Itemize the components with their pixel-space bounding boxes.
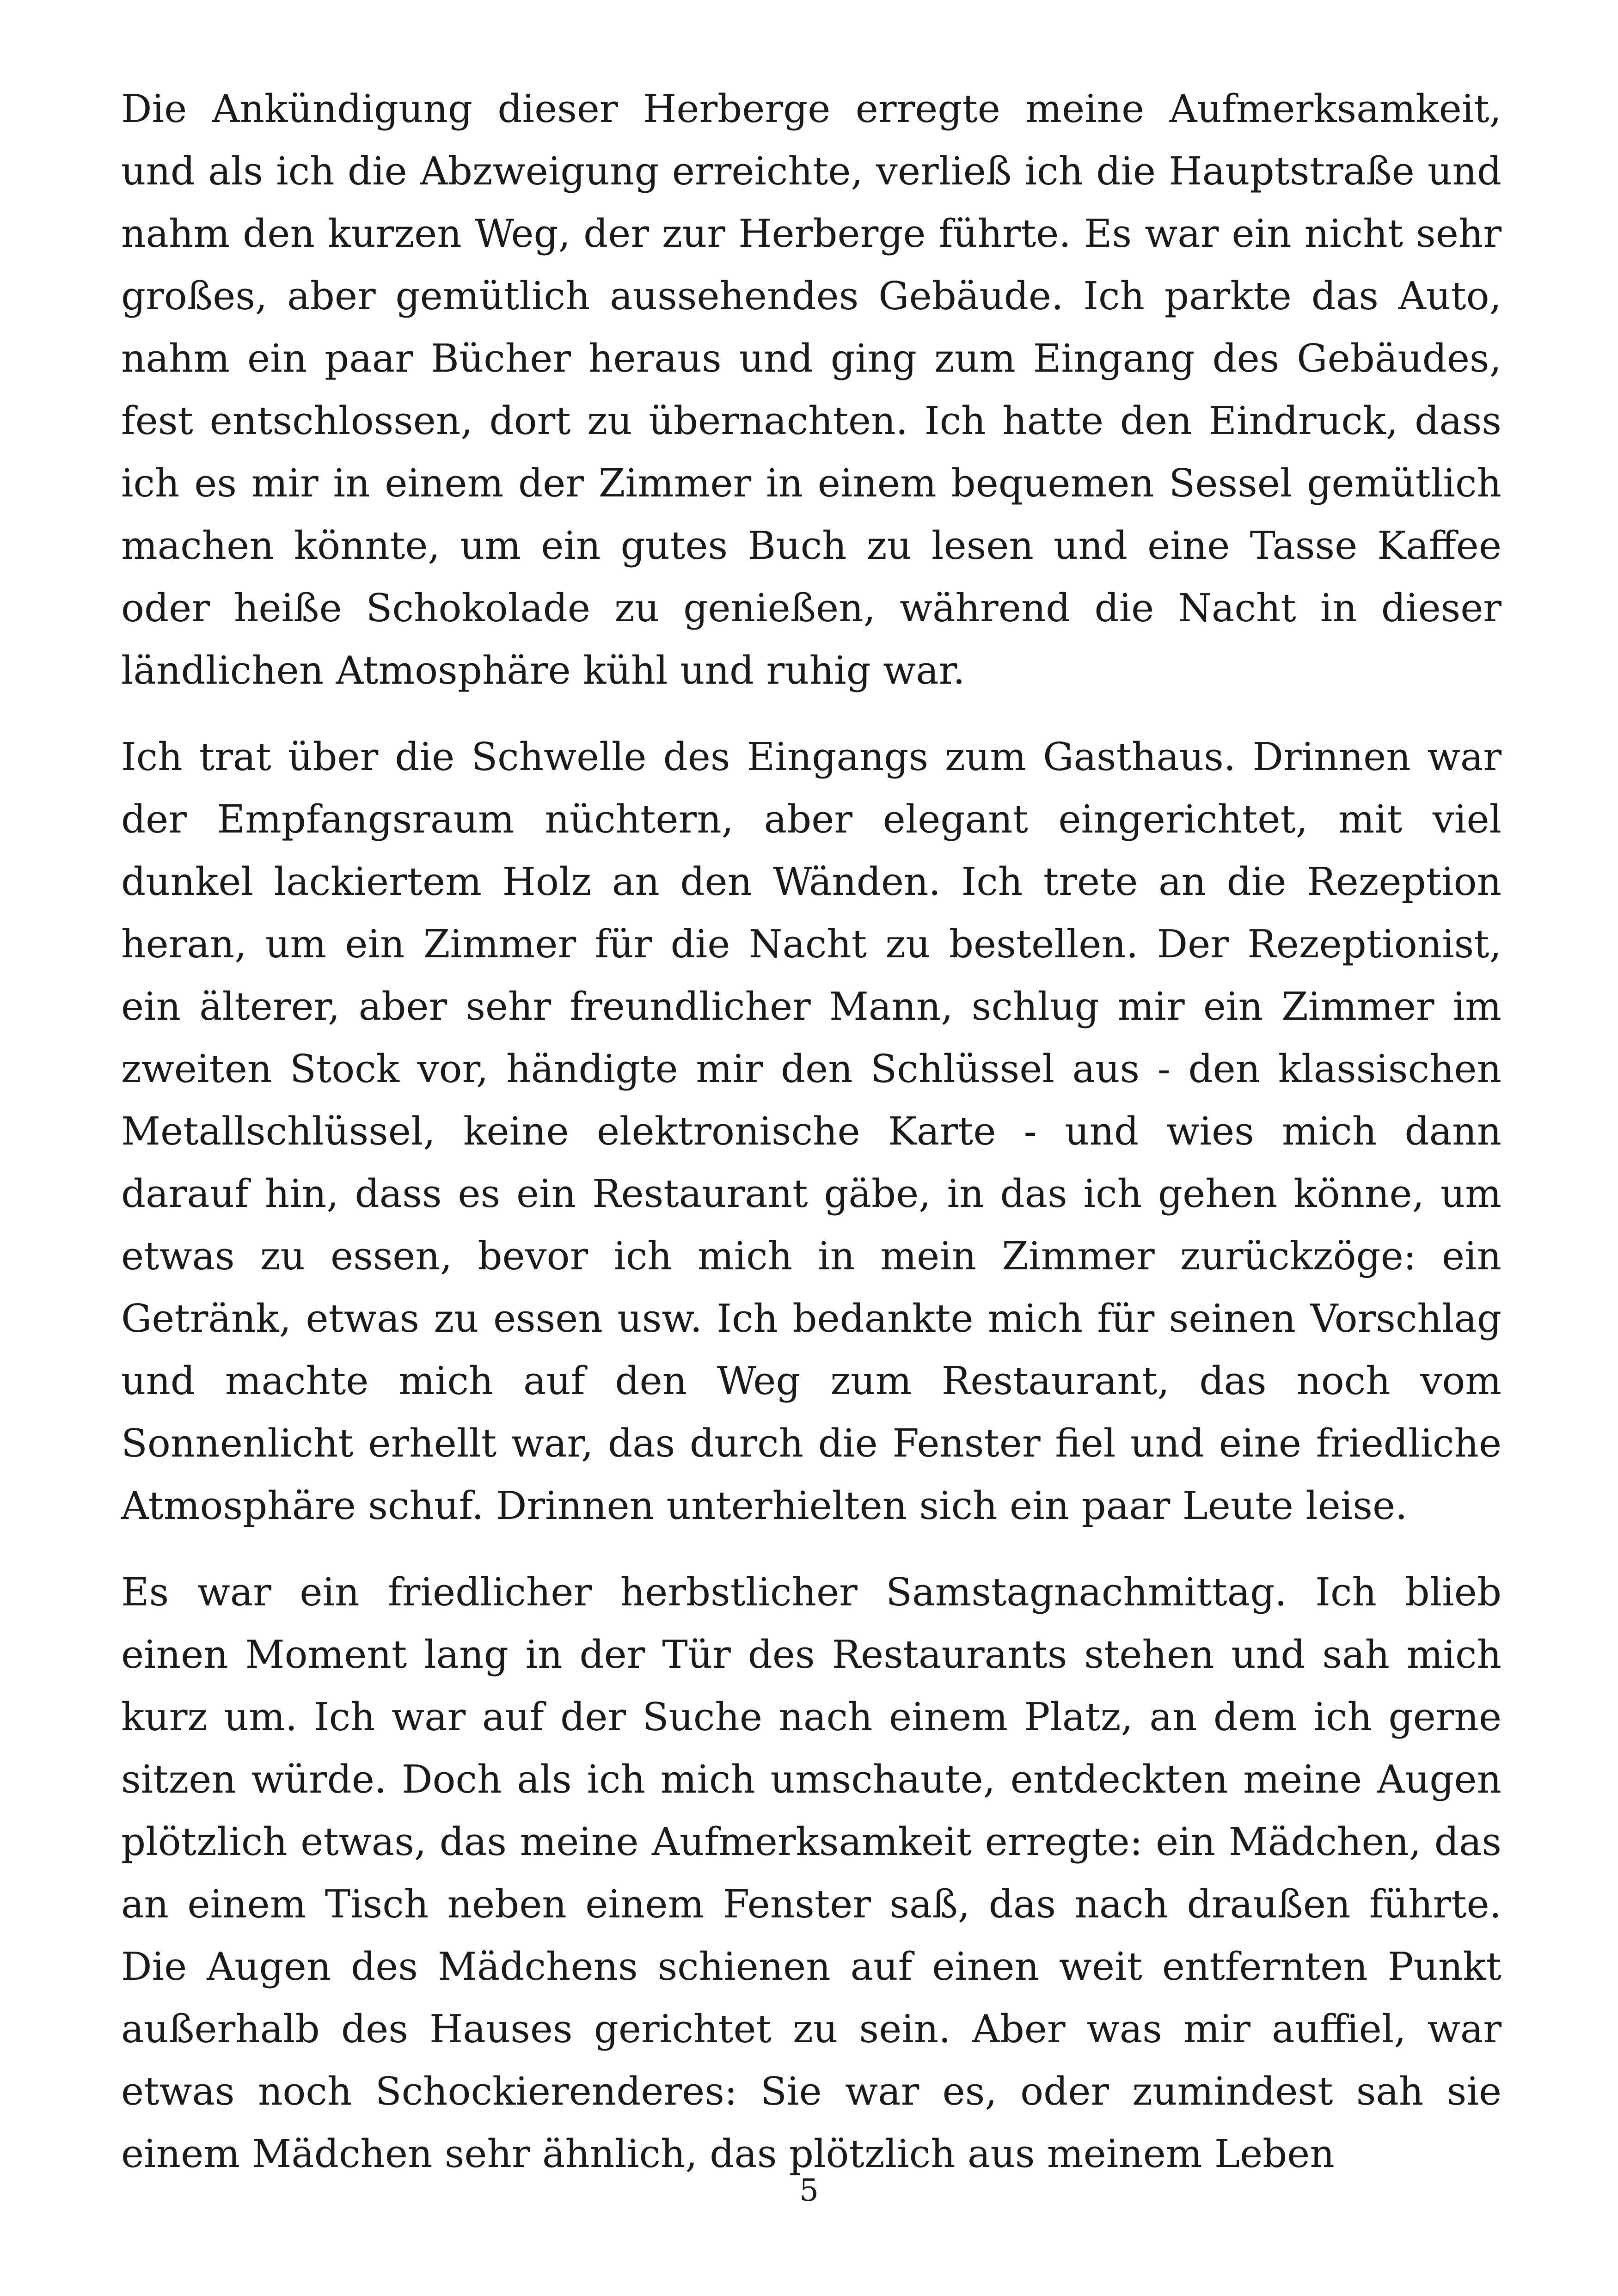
- paragraph-1: Die Ankündigung dieser Herberge erregte meine Aufmerksamkeit, und als ich die Abzweigung erreichte, verließ ich die Hauptstraße und nahm den kurzen Weg, der zur Herberge führte. Es war ein nicht sehr großes, aber gemütlich aussehendes Gebäude. Ich parkte das Auto, nahm ein paar Bücher heraus und ging zum Eingang des Gebäudes, fest entschlossen, dort zu übernachten. Ich hatte den Eindruck, dass ich es mir in einem der Zimmer in einem bequemen Sessel gemütlich machen könnte, um ein gutes Buch zu lesen und eine Tasse Kaffee oder heiße Schokolade zu genießen, während die Nacht in dieser ländlichen Atmosphäre kühl und ruhig war.: [121, 86, 1502, 693]
- body-text: [121, 78, 1502, 2185]
- paragraph-2: Ich trat über die Schwelle des Eingangs zum Gasthaus. Drinnen war der Empfangsraum nüchtern, aber elegant eingerichtet, mit viel dunkel lackiertem Holz an den Wänden. Ich trete an die Rezeption heran, um ein Zimmer für die Nacht zu bestellen. Der Rezeptionist, ein älterer, aber sehr freundlicher Mann, schlug mir ein Zimmer im zweiten Stock vor, händigte mir den Schlüssel aus - den klassischen Metallschlüssel, keine elektronische Karte - und wies mich dann darauf hin, dass es ein Restaurant gäbe, in das ich gehen könne, um etwas zu essen, bevor ich mich in mein Zimmer zurückzöge: ein Getränk, etwas zu essen usw. Ich bedankte mich für seinen Vorschlag und machte mich auf den Weg zum Restaurant, das noch vom Sonnenlicht erhellt war, das durch die Fenster fiel und eine friedliche Atmosphäre schuf. Drinnen unterhielten sich ein paar Leute leise.: [121, 735, 1502, 1528]
- page-number: 5: [799, 2173, 819, 2208]
- paragraph-3: Es war ein friedlicher herbstlicher Samstagnachmittag. Ich blieb einen Moment lang in der Tür des Restaurants stehen und sah mich kurz um. Ich war auf der Suche nach einem Platz, an dem ich gerne sitzen würde. Doch als ich mich umschaute, entdeckten meine Augen plötzlich etwas, das meine Aufmerksamkeit erregte: ein Mädchen, das an einem Tisch neben einem Fenster saß, das nach draußen führte. Die Augen des Mädchens schienen auf einen weit entfernten Punkt außerhalb des Hauses gerichtet zu sein. Aber was mir auffiel, war etwas noch Schockierenderes: Sie war es, oder zumindest sah sie einem Mädchen sehr ähnlich, das plötzlich aus meinem Leben: [121, 1570, 1502, 2176]
